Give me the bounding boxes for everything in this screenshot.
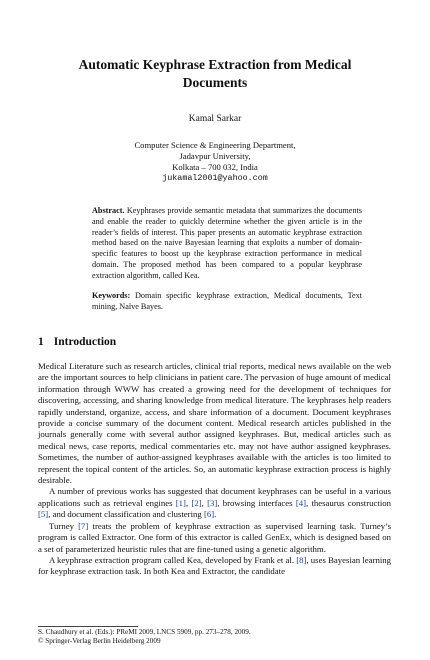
footer-line: © Springer-Verlag Berlin Heidelberg 2009 [38,637,161,646]
citation-link[interactable]: [7] [78,520,89,531]
page-footer [38,628,398,646]
author-email: jukamal2001@yahoo.com [162,173,268,183]
section-title: Introduction [53,336,117,348]
citation-link[interactable]: [3] [207,497,218,508]
citation-link[interactable]: [4] [295,497,307,508]
keywords [92,291,362,313]
paragraph: Medical Literature such as research articles, clinical trial reports, medical news available on the web are the important sources to help clinicians in patient care. The pervasion of huge amount of medical information through WWW has created a growing need for the development of techniques for discovering, accessing, and sharing knowledge from medical literature. The keyphrases help readers rapidly understand, organize, access, and share information of a document. Document keyphrases provide a concise summary of the document content. Medical research articles published in the journals generally come with several author assigned keyphrases. But, medical articles such as medical news, case reports, medical commentaries etc. may not have author assigned keyphrases. Sometimes, the number of author-assigned keyphrases available with the articles is too limited to represent the topical content of the articles. So, an automatic keyphrase extraction process is highly desirable. [38,361,391,486]
author-affiliation [0,140,430,184]
abstract-text: Keyphrases provide semantic metadata that summarizes the documents and enable the reader to quickly determine whether the given article is in the reader’s fields of interest. This paper presents an automatic keyphrase extraction method based on the naive Bayesian learning that exploits a number of domain-specific features to boost up the keyphrase extraction performance in medical domain. The proposed method has been compared to a popular keyphrase extraction algorithm, called Kea. [92,206,362,280]
abstract-label: Abstract. [92,206,125,215]
paragraph: Turney [7] treats the problem of keyphrase extraction as supervised learning task. Turney’s program is called Extractor. One form of this extractor is called GenEx, which is designed based on a set of parameterized heuristic rules that are fine-tuned using a genetic algorithm. [38,520,392,554]
citation-link[interactable]: [8] [296,554,307,565]
citation-link[interactable]: [5] [38,509,49,520]
footnote-rule [38,626,138,627]
footer-line: S. Chaudhury et al. (Eds.): PReMI 2009, LNCS 5909, pp. 273–278, 2009. [38,628,251,636]
paragraph: A number of previous works has suggested that document keyphrases can be useful in a various applications such as retrieval engines [1], [2], [3], browsing interfaces [4], thesaurus construction [5], and document classification and clustering [6]. [38,486,392,520]
paragraph: A keyphrase extraction program called Kea, developed by Frank et al. [8], uses Bayesian learning for keyphrase extraction task. In both Kea and Extractor, the candidate [38,554,392,577]
section-body [38,361,391,578]
citation-link[interactable]: [1] [175,497,186,508]
paper-title: Automatic Keyphrase Extraction from Medical Documents [78,57,352,90]
affiliation-line: Computer Science & Engineering Department, [134,140,296,150]
affiliation-line: Jadavpur University, [179,151,251,161]
keywords-label: Keywords: [92,291,131,300]
keywords-text: Domain specific keyphrase extraction, Medical documents, Text mining, Naïve Bayes. [92,291,362,311]
author-name: Kamal Sarkar [188,114,242,124]
abstract [92,206,362,282]
section-heading [38,336,116,348]
citation-link[interactable]: [6] [203,509,215,520]
section-number: 1 [38,336,44,348]
affiliation-line: Kolkata – 700 032, India [172,162,258,172]
citation-link[interactable]: [2] [191,497,202,508]
